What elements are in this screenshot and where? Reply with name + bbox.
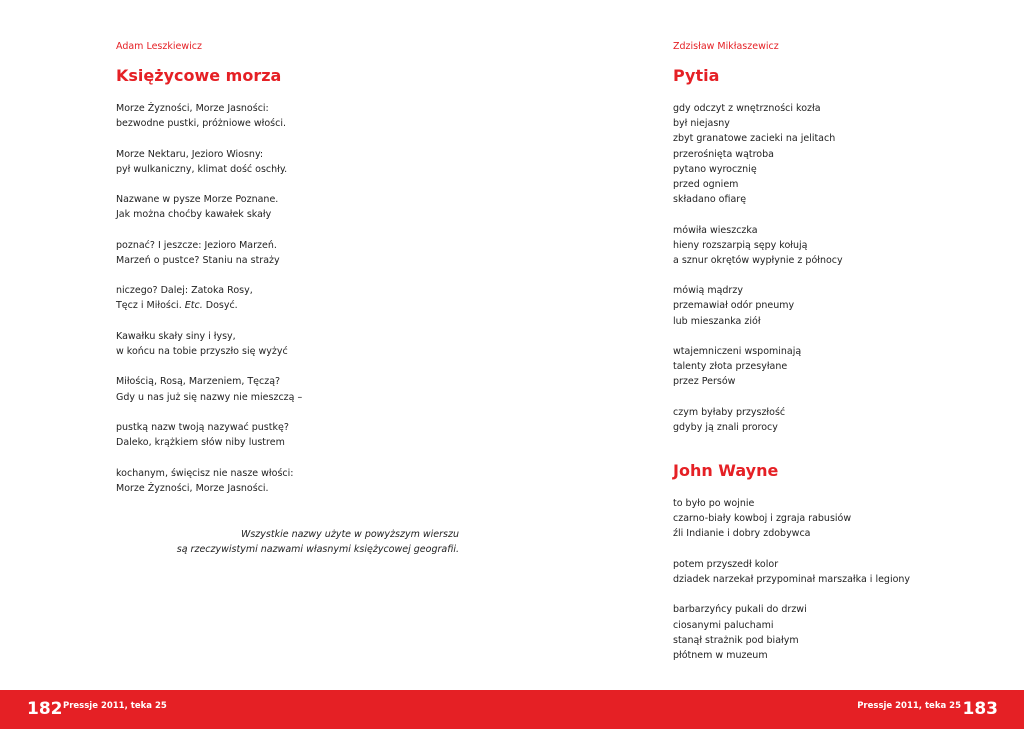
poem-line: lub mieszanka ziół xyxy=(673,315,761,327)
poem-line: dziadek narzekał przypominał marszałka i legiony xyxy=(673,573,911,585)
poem-line: Kawałku skały siny i łysy, xyxy=(116,330,236,342)
poem-line: gdyby ją znali prorocy xyxy=(673,421,778,433)
poem-body xyxy=(673,101,843,450)
poem-line: zbyt granatowe zacieki na jelitach xyxy=(673,133,836,145)
poem-line: gdy odczyt z wnętrzności kozła xyxy=(673,103,821,114)
poem-line: Daleko, krążkiem słów niby lustrem xyxy=(116,437,285,449)
stanza xyxy=(116,374,302,404)
footer-publication-right: Pressje 2011, teka 25 xyxy=(857,701,961,711)
poem-line: źli Indianie i dobry zdobywca xyxy=(673,528,811,540)
stanza xyxy=(116,466,302,496)
stanza xyxy=(116,420,302,450)
poem-line: czarno-biały kowboj i zgraja rabusiów xyxy=(673,513,852,525)
poem-line: Morze Nektaru, Jezioro Wiosny: xyxy=(116,148,264,160)
poem-line: Tęcz i Miłości. Etc. Dosyć. xyxy=(116,300,238,312)
stanza xyxy=(116,238,302,268)
poem-title: Pytia xyxy=(673,66,720,85)
stanza xyxy=(673,101,843,207)
stanza xyxy=(116,192,302,222)
right-page xyxy=(673,0,1013,690)
poem-body xyxy=(116,101,302,511)
footnote-line: Wszystkie nazwy użyte w powyższym wierszu xyxy=(240,529,459,540)
poem-line: kochanym, święcisz nie nasze włości: xyxy=(116,467,294,479)
footnote xyxy=(177,527,459,557)
poem-line: czym byłaby przyszłość xyxy=(673,406,786,418)
stanza xyxy=(116,329,302,359)
poem-line: płótnem w muzeum xyxy=(673,649,768,661)
poem-line: Morze Żyzności, Morze Jasności: xyxy=(116,103,269,114)
poem-author: Zdzisław Mikłaszewicz xyxy=(673,41,779,52)
footer-publication-left: Pressje 2011, teka 25 xyxy=(63,701,167,711)
poem-line: Gdy u nas już się nazwy nie mieszczą – xyxy=(116,391,303,403)
poem-line: Morze Żyzności, Morze Jasności. xyxy=(116,482,269,494)
poem-author: Adam Leszkiewicz xyxy=(116,41,202,52)
poem-line: przed ogniem xyxy=(673,178,739,190)
stanza xyxy=(673,344,843,390)
poem-line: Marzeń o pustce? Staniu na straży xyxy=(116,254,280,266)
stanza xyxy=(116,283,302,313)
stanza xyxy=(673,405,843,435)
stanza xyxy=(673,602,910,663)
poem-line: Nazwane w pysze Morze Poznane. xyxy=(116,194,279,206)
poem-line: Jak można choćby kawałek skały xyxy=(116,209,272,221)
stanza xyxy=(673,223,843,269)
poem-line: hieny rozszarpią sępy kołują xyxy=(673,239,808,251)
poem-line: bezwodne pustki, próżniowe włości. xyxy=(116,118,287,130)
poem-line: a sznur okrętów wypłynie z północy xyxy=(673,254,843,266)
poem-line: to było po wojnie xyxy=(673,498,755,509)
poem-line: potem przyszedł kolor xyxy=(673,558,779,570)
poem-line: poznać? I jeszcze: Jezioro Marzeń. xyxy=(116,239,277,251)
poem-line: Miłością, Rosą, Marzeniem, Tęczą? xyxy=(116,376,281,388)
poem-line: pył wulkaniczny, klimat dość oschły. xyxy=(116,163,288,175)
stanza xyxy=(673,557,910,587)
stanza xyxy=(116,101,302,131)
poem-line: barbarzyńcy pukali do drzwi xyxy=(673,604,807,616)
stanza xyxy=(673,283,843,329)
poem-line: przerośnięta wątroba xyxy=(673,148,774,160)
poem-line: ciosanymi paluchami xyxy=(673,619,774,631)
poem-line: przemawiał odór pneumy xyxy=(673,300,795,312)
page-footer xyxy=(0,690,1024,729)
poem-line: pytano wyrocznię xyxy=(673,163,757,175)
stanza xyxy=(673,496,910,542)
poem-line: talenty złota przesyłane xyxy=(673,361,788,373)
poem-line: niczego? Dalej: Zatoka Rosy, xyxy=(116,285,253,297)
poem-line: składano ofiarę xyxy=(673,194,747,206)
poem-line: był niejasny xyxy=(673,118,730,130)
emphasis: Etc. xyxy=(184,300,203,312)
left-page xyxy=(116,0,476,690)
poem-line: wtajemniczeni wspominają xyxy=(673,346,802,357)
poem-line: w końcu na tobie przyszło się wyżyć xyxy=(116,346,288,357)
footnote-line: są rzeczywistymi nazwami własnymi księżycowej geografii. xyxy=(176,544,459,556)
stanza xyxy=(116,147,302,177)
poem-title: John Wayne xyxy=(673,461,779,480)
poem-line: mówiła wieszczka xyxy=(673,224,758,236)
page-number-right: 183 xyxy=(962,699,998,719)
poem-line: mówią mądrzy xyxy=(673,285,743,297)
poem-line: pustką nazw twoją nazywać pustkę? xyxy=(116,421,289,433)
page-number-left: 182 xyxy=(27,699,63,719)
poem-line: przez Persów xyxy=(673,376,736,388)
poem-line: stanął strażnik pod białym xyxy=(673,634,799,646)
poem-body xyxy=(673,496,910,678)
poem-title: Księżycowe morza xyxy=(116,66,282,85)
